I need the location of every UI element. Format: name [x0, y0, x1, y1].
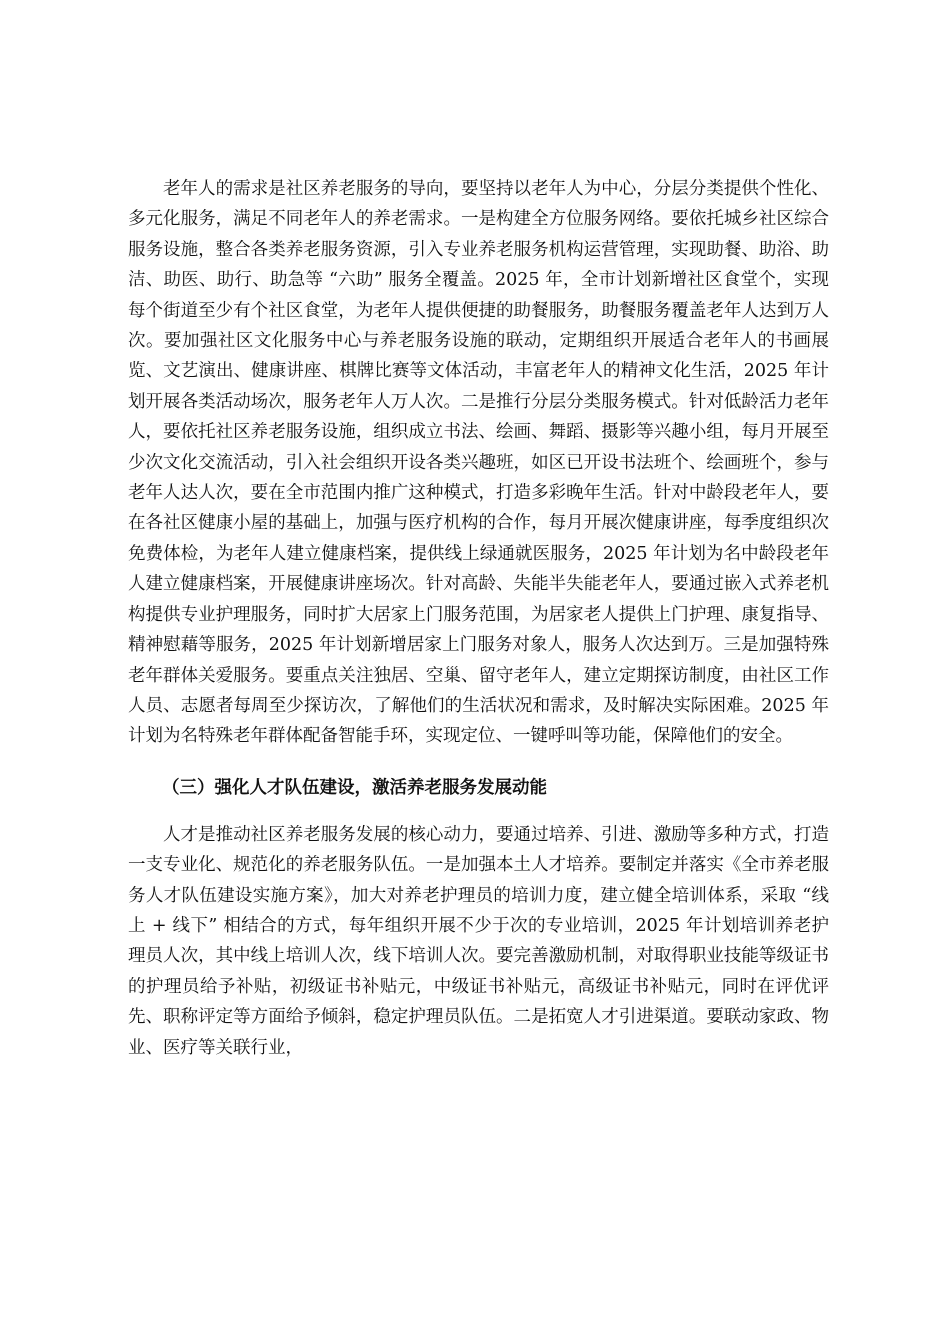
body-paragraph-1: 老年人的需求是社区养老服务的导向，要坚持以老年人为中心，分层分类提供个性化、多元化服务，满足不同老年人的养老需求。一是构建全方位服务网络。要依托城乡社区综合服务设施，整合各类养老服务资源，引入专业养老服务机构运营管理，实现助餐、助浴、助洁、助医、助行、助急等 “六助” 服务全覆盖。2025 年，全市计划新增社区食堂个，实现每个街道至少有个社区食堂，为老年人提供便捷的助餐服务，助餐服务覆盖老年人达到万人次。要加强社区文化服务中心与养老服务设施的联动，定期组织开展适合老年人的书画展览、文艺演出、健康讲座、棋牌比赛等文体活动，丰富老年人的精神文化生活，2025 年计划开展各类活动场次，服务老年人万人次。二是推行分层分类服务模式。针对低龄活力老年人，要依托社区养老服务设施，组织成立书法、绘画、舞蹈、摄影等兴趣小组，每月开展至少次文化交流活动，引入社会组织开设各类兴趣班，如区已开设书法班个、绘画班个，参与老年人达人次，要在全市范围内推广这种模式，打造多彩晚年生活。针对中龄段老年人，要在各社区健康小屋的基础上，加强与医疗机构的合作，每月开展次健康讲座，每季度组织次免费体检，为老年人建立健康档案，提供线上绿通就医服务，2025 年计划为名中龄段老年人建立健康档案，开展健康讲座场次。针对高龄、失能半失能老年人，要通过嵌入式养老机构提供专业护理服务，同时扩大居家上门服务范围，为居家老人提供上门护理、康复指导、精神慰藉等服务，2025 年计划新增居家上门服务对象人，服务人次达到万。三是加强特殊老年群体关爱服务。要重点关注独居、空巢、留守老年人，建立定期探访制度，由社区工作人员、志愿者每周至少探访次，了解他们的生活状况和需求，及时解决实际困难。2025 年计划为名特殊老年群体配备智能手环，实现定位、一键呼叫等功能，保障他们的安全。 [128, 179, 829, 747]
section-heading: （三）强化人才队伍建设，激活养老服务发展动能 [162, 777, 547, 798]
document-body [128, 174, 829, 1063]
body-paragraph-2: 人才是推动社区养老服务发展的核心动力，要通过培养、引进、激励等多种方式，打造一支专业化、规范化的养老服务队伍。一是加强本土人才培养。要制定并落实《全市养老服务人才队伍建设实施方案》，加大对养老护理员的培训力度，建立健全培训体系，采取 “线上 + 线下” 相结合的方式，每年组织开展不少于次的专业培训，2025 年计划培训养老护理员人次，其中线上培训人次，线下培训人次。要完善激励机制，对取得职业技能等级证书的护理员给予补贴，初级证书补贴元，中级证书补贴元，高级证书补贴元，同时在评优评先、职称评定等方面给予倾斜，稳定护理员队伍。二是拓宽人才引进渠道。要联动家政、物业、医疗等关联行业， [128, 824, 829, 1058]
